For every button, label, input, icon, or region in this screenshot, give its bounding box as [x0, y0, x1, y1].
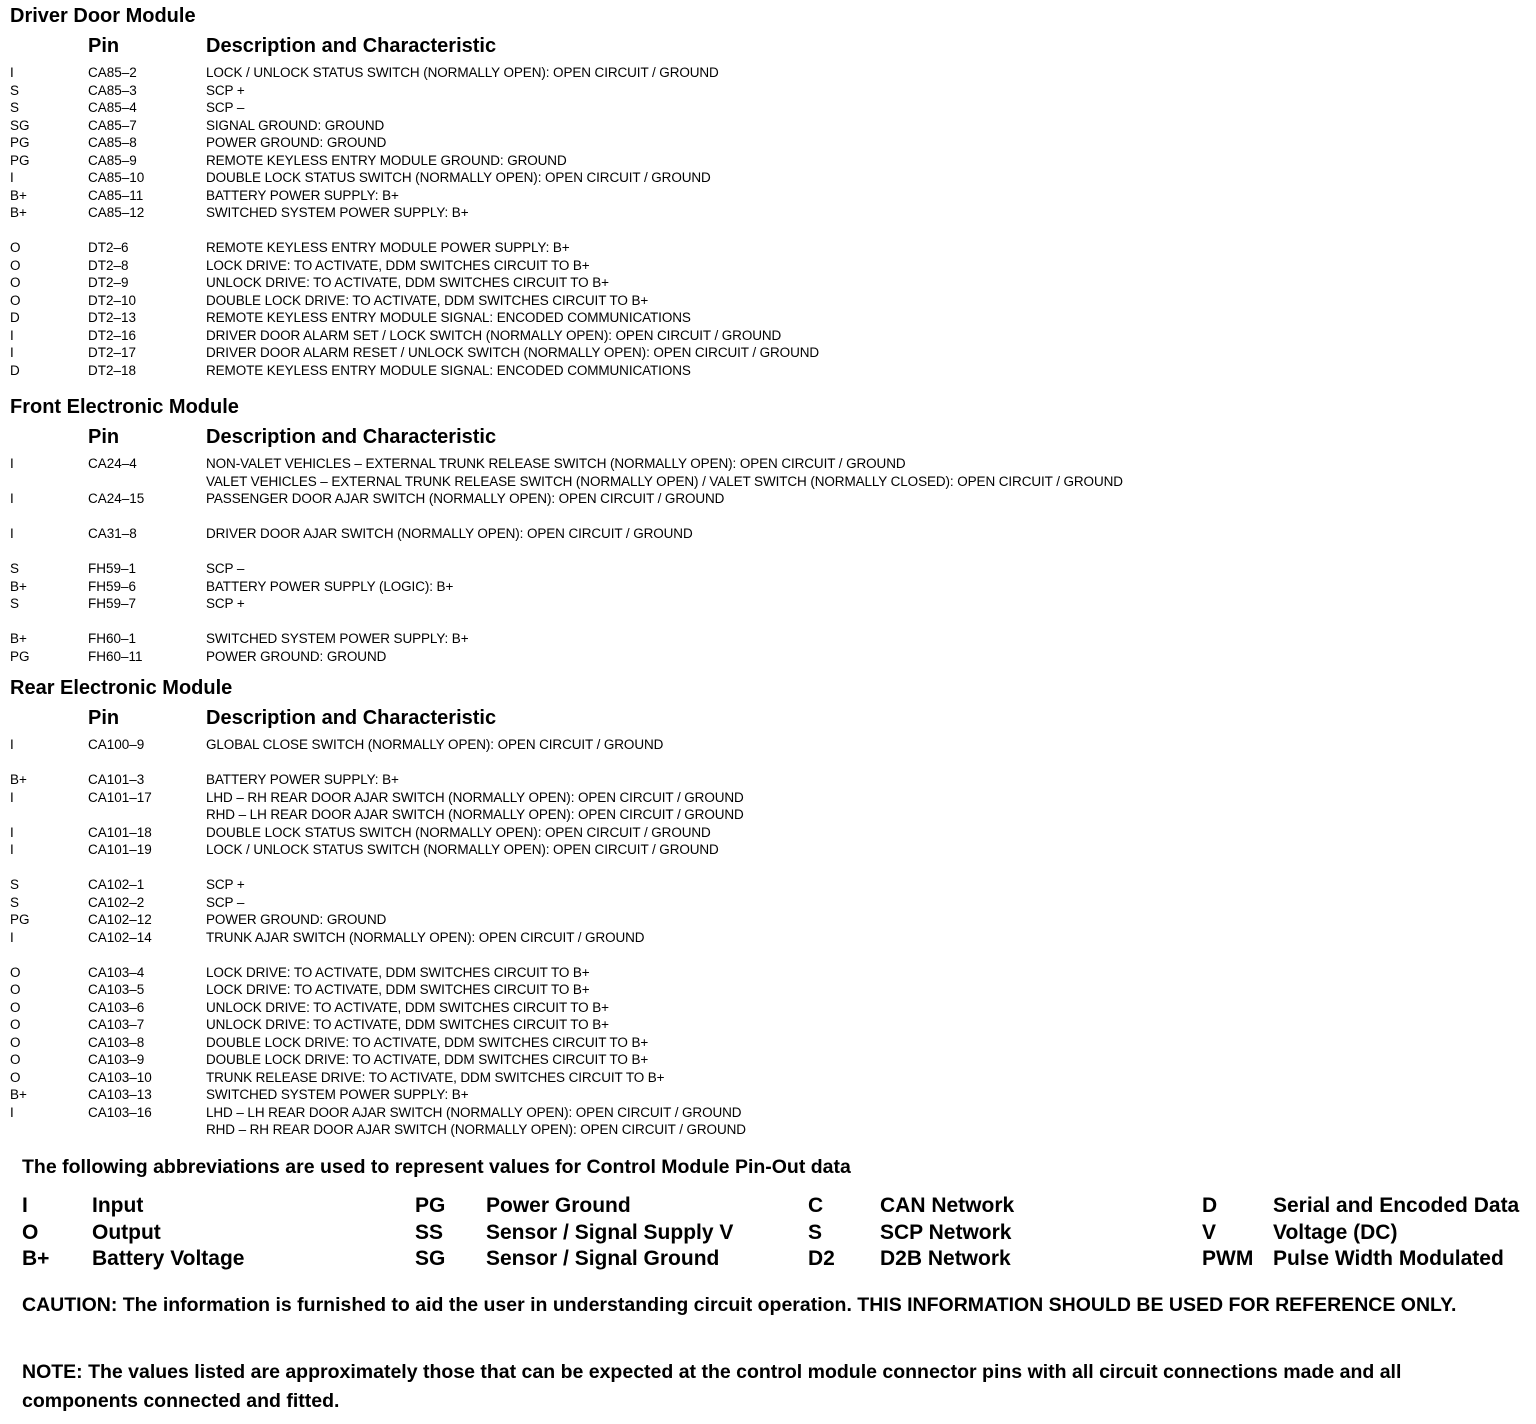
abbreviation-code: D	[1202, 1194, 1218, 1217]
pin-id: CA85–8	[88, 135, 137, 150]
pin-description: SCP –	[206, 894, 245, 910]
table-row	[0, 1016, 1536, 1034]
table-row	[0, 327, 1536, 345]
pin-id: CA101–17	[88, 789, 152, 805]
table-row	[0, 362, 1536, 380]
pin-type: S	[10, 100, 20, 115]
abbreviation-meaning: Battery Voltage	[92, 1247, 245, 1270]
pin-description: UNLOCK DRIVE: TO ACTIVATE, DDM SWITCHES CIRCUIT TO B+	[206, 999, 609, 1015]
pin-type: B+	[10, 578, 27, 594]
pin-column-header: Pin	[88, 35, 120, 57]
table-row	[0, 964, 1536, 982]
pin-column-header: Pin	[88, 707, 120, 729]
pin-type: S	[10, 877, 20, 892]
table-row	[0, 630, 1536, 648]
table-row	[0, 274, 1536, 292]
pin-id: DT2–18	[88, 362, 137, 378]
pin-description: SCP +	[206, 596, 245, 611]
pin-id: DT2–10	[88, 292, 137, 308]
pin-id: CA103–10	[88, 1069, 152, 1085]
abbreviation-meaning: Pulse Width Modulated	[1273, 1247, 1504, 1270]
pin-type: I	[10, 456, 14, 471]
pin-type: D	[10, 310, 20, 325]
pin-table-rows	[0, 455, 1536, 665]
table-row	[0, 911, 1536, 929]
pin-type: S	[10, 596, 20, 611]
table-row	[0, 789, 1536, 807]
row-spacer	[0, 946, 1536, 964]
pin-type: O	[10, 257, 21, 273]
table-row	[0, 1051, 1536, 1069]
pin-description: PASSENGER DOOR AJAR SWITCH (NORMALLY OPEN): OPEN CIRCUIT / GROUND	[206, 491, 725, 506]
pin-id: FH60–1	[88, 631, 137, 646]
pin-id: FH59–7	[88, 596, 137, 611]
pin-description: SCP +	[206, 877, 245, 892]
pin-id: CA31–8	[88, 526, 137, 541]
pin-type: I	[10, 345, 14, 360]
pin-description: LOCK / UNLOCK STATUS SWITCH (NORMALLY OPEN): OPEN CIRCUIT / GROUND	[206, 842, 719, 857]
abbreviation-code: O	[22, 1220, 39, 1244]
pin-type: I	[10, 842, 14, 857]
pin-description: REMOTE KEYLESS ENTRY MODULE GROUND: GROUND	[206, 152, 567, 168]
pin-id: DT2–9	[88, 275, 129, 290]
pin-description: LOCK DRIVE: TO ACTIVATE, DDM SWITCHES CIRCUIT TO B+	[206, 964, 590, 980]
abbreviation-meaning: Sensor / Signal Ground	[486, 1247, 720, 1270]
table-row	[0, 560, 1536, 578]
table-row	[0, 1121, 1536, 1139]
pin-type: O	[10, 1052, 21, 1067]
pin-id: CA103–4	[88, 964, 145, 980]
pin-type: I	[10, 526, 14, 541]
abbreviation-code: SG	[415, 1247, 446, 1270]
table-row	[0, 344, 1536, 362]
pin-type: D	[10, 362, 20, 378]
abbreviation-meaning: Sensor / Signal Supply V	[486, 1220, 734, 1244]
pin-id: CA103–16	[88, 1104, 152, 1120]
pin-description: LHD – RH REAR DOOR AJAR SWITCH (NORMALLY OPEN): OPEN CIRCUIT / GROUND	[206, 789, 744, 805]
table-row	[0, 841, 1536, 859]
pin-id: CA85–2	[88, 65, 137, 80]
pin-id: DT2–13	[88, 310, 137, 325]
pin-description: DOUBLE LOCK DRIVE: TO ACTIVATE, DDM SWITCHES CIRCUIT TO B+	[206, 292, 649, 308]
abbreviation-code: D2	[808, 1247, 835, 1270]
table-row	[0, 117, 1536, 135]
pin-id: CA85–11	[88, 187, 144, 203]
pin-id: CA101–19	[88, 842, 152, 857]
pin-description: LOCK DRIVE: TO ACTIVATE, DDM SWITCHES CIRCUIT TO B+	[206, 257, 590, 273]
table-row	[0, 578, 1536, 596]
table-row	[0, 455, 1536, 473]
pin-id: CA85–12	[88, 205, 145, 220]
pin-type: O	[10, 964, 21, 980]
pin-description: LHD – LH REAR DOOR AJAR SWITCH (NORMALLY OPEN): OPEN CIRCUIT / GROUND	[206, 1104, 742, 1120]
pin-id: DT2–17	[88, 345, 137, 360]
pin-id: CA24–15	[88, 491, 145, 506]
caution-text: CAUTION: The information is furnished to aid the user in understanding circuit operation. THIS INFORMATION SHOULD BE USED FOR REFERENCE ONLY.	[22, 1294, 1457, 1316]
pin-type: S	[10, 561, 20, 576]
pin-id: CA24–4	[88, 456, 137, 471]
abbreviation-code: S	[808, 1220, 823, 1244]
table-row	[0, 187, 1536, 205]
abbreviation-code: I	[22, 1194, 28, 1217]
pin-id: CA85–10	[88, 170, 145, 185]
pin-description: DRIVER DOOR AJAR SWITCH (NORMALLY OPEN): OPEN CIRCUIT / GROUND	[206, 526, 693, 541]
pin-type: PG	[10, 152, 30, 168]
pin-description: DOUBLE LOCK STATUS SWITCH (NORMALLY OPEN): OPEN CIRCUIT / GROUND	[206, 824, 711, 840]
table-row	[0, 1104, 1536, 1122]
pin-type: I	[10, 491, 14, 506]
pin-type: I	[10, 789, 14, 805]
pin-description: SCP –	[206, 561, 245, 576]
pin-type: O	[10, 1034, 21, 1050]
pin-type: I	[10, 327, 14, 343]
pin-id: CA102–2	[88, 894, 145, 910]
table-row	[0, 876, 1536, 894]
pin-id: CA102–1	[88, 877, 145, 892]
table-row	[0, 169, 1536, 187]
note-text: NOTE: The values listed are approximately those that can be expected at the control module connector pins with all circuit connections made and all components connected and fitted.	[22, 1361, 1402, 1412]
table-row	[0, 894, 1536, 912]
table-row	[0, 595, 1536, 613]
pin-description: RHD – RH REAR DOOR AJAR SWITCH (NORMALLY OPEN): OPEN CIRCUIT / GROUND	[206, 1122, 746, 1137]
pin-type: I	[10, 929, 14, 945]
pin-id: CA103–6	[88, 999, 145, 1015]
abbreviation-meaning: SCP Network	[880, 1220, 1012, 1244]
pin-description: POWER GROUND: GROUND	[206, 648, 387, 664]
pin-id: CA85–7	[88, 117, 137, 133]
pin-type: S	[10, 894, 20, 910]
pin-description: DOUBLE LOCK DRIVE: TO ACTIVATE, DDM SWITCHES CIRCUIT TO B+	[206, 1052, 649, 1067]
table-row	[0, 824, 1536, 842]
pin-type: PG	[10, 648, 30, 664]
abbreviation-meaning: D2B Network	[880, 1247, 1011, 1270]
pin-description: TRUNK RELEASE DRIVE: TO ACTIVATE, DDM SWITCHES CIRCUIT TO B+	[206, 1069, 665, 1085]
pin-description: SWITCHED SYSTEM POWER SUPPLY: B+	[206, 1087, 469, 1102]
pin-type: I	[10, 737, 14, 752]
pin-description: LOCK / UNLOCK STATUS SWITCH (NORMALLY OPEN): OPEN CIRCUIT / GROUND	[206, 65, 719, 80]
pin-description: DOUBLE LOCK DRIVE: TO ACTIVATE, DDM SWITCHES CIRCUIT TO B+	[206, 1034, 649, 1050]
pin-id: CA103–9	[88, 1052, 145, 1067]
abbreviation-meaning: Output	[92, 1220, 161, 1244]
pin-id: DT2–6	[88, 240, 129, 255]
description-column-header: Description and Characteristic	[206, 35, 497, 57]
section-title: Front Electronic Module	[10, 396, 239, 418]
table-row	[0, 648, 1536, 666]
row-spacer	[0, 859, 1536, 877]
row-spacer	[0, 754, 1536, 772]
row-spacer	[0, 222, 1536, 240]
description-column-header: Description and Characteristic	[206, 707, 497, 729]
table-row	[0, 981, 1536, 999]
pin-type: SG	[10, 117, 30, 133]
pin-type: PG	[10, 135, 30, 150]
pin-id: CA85–4	[88, 100, 137, 115]
pin-table-rows	[0, 736, 1536, 1139]
pin-description: NON-VALET VEHICLES – EXTERNAL TRUNK RELEASE SWITCH (NORMALLY OPEN): OPEN CIRCUIT / GROUND	[206, 456, 906, 471]
pin-description: POWER GROUND: GROUND	[206, 912, 387, 927]
pin-type: O	[10, 1017, 21, 1032]
abbreviation-code: SS	[415, 1220, 444, 1244]
pin-description: BATTERY POWER SUPPLY (LOGIC): B+	[206, 578, 454, 594]
abbreviation-meaning: Power Ground	[486, 1194, 631, 1217]
pin-id: DT2–8	[88, 257, 129, 273]
section-title: Driver Door Module	[10, 5, 196, 27]
section-title: Rear Electronic Module	[10, 677, 233, 699]
pin-description: GLOBAL CLOSE SWITCH (NORMALLY OPEN): OPEN CIRCUIT / GROUND	[206, 737, 664, 752]
pin-description: SWITCHED SYSTEM POWER SUPPLY: B+	[206, 205, 469, 220]
abbreviation-code: B+	[22, 1247, 50, 1270]
abbreviation-code: PG	[415, 1194, 446, 1217]
pin-type: O	[10, 1069, 21, 1085]
pin-type: B+	[10, 205, 27, 220]
table-row	[0, 1034, 1536, 1052]
pin-type: O	[10, 292, 21, 308]
table-row	[0, 736, 1536, 754]
pin-description: UNLOCK DRIVE: TO ACTIVATE, DDM SWITCHES CIRCUIT TO B+	[206, 1017, 609, 1032]
pin-id: CA100–9	[88, 737, 145, 752]
pin-type: I	[10, 65, 14, 80]
pin-description: BATTERY POWER SUPPLY: B+	[206, 772, 399, 787]
pin-type: S	[10, 82, 20, 98]
table-row	[0, 152, 1536, 170]
table-row	[0, 1069, 1536, 1087]
pin-type: O	[10, 275, 21, 290]
pin-description: SCP +	[206, 82, 245, 98]
pin-id: FH59–1	[88, 561, 137, 576]
pin-id: CA102–12	[88, 912, 152, 927]
table-row	[0, 525, 1536, 543]
pin-id: CA102–14	[88, 929, 152, 945]
pin-description: DRIVER DOOR ALARM SET / LOCK SWITCH (NORMALLY OPEN): OPEN CIRCUIT / GROUND	[206, 327, 782, 343]
abbreviation-code: C	[808, 1194, 824, 1217]
table-row	[0, 82, 1536, 100]
pin-type: I	[10, 824, 14, 840]
pin-type: I	[10, 170, 14, 185]
pin-description: POWER GROUND: GROUND	[206, 135, 387, 150]
abbreviation-code: V	[1202, 1220, 1217, 1244]
pin-type: B+	[10, 631, 27, 646]
pin-description: VALET VEHICLES – EXTERNAL TRUNK RELEASE SWITCH (NORMALLY OPEN) / VALET SWITCH (NORMALLY CLOSED): OPEN CIRCUIT / GROUND	[206, 473, 1123, 489]
table-row	[0, 204, 1536, 222]
pin-id: CA103–13	[88, 1087, 152, 1102]
table-row	[0, 134, 1536, 152]
table-row	[0, 999, 1536, 1017]
pin-description: SWITCHED SYSTEM POWER SUPPLY: B+	[206, 631, 469, 646]
table-row	[0, 771, 1536, 789]
pin-id: CA101–3	[88, 772, 145, 787]
pin-description: SIGNAL GROUND: GROUND	[206, 117, 385, 133]
table-row	[0, 239, 1536, 257]
abbreviation-meaning: CAN Network	[880, 1194, 1015, 1217]
pin-id: FH59–6	[88, 578, 137, 594]
pin-id: CA85–3	[88, 82, 137, 98]
description-column-header: Description and Characteristic	[206, 426, 497, 448]
pin-id: DT2–16	[88, 327, 137, 343]
pin-description: RHD – LH REAR DOOR AJAR SWITCH (NORMALLY OPEN): OPEN CIRCUIT / GROUND	[206, 807, 744, 822]
row-spacer	[0, 508, 1536, 526]
table-row	[0, 99, 1536, 117]
table-row	[0, 64, 1536, 82]
abbreviations-intro: The following abbreviations are used to represent values for Control Module Pin-Out data	[22, 1156, 851, 1178]
pin-id: CA85–9	[88, 152, 137, 168]
table-row	[0, 473, 1536, 491]
pin-description: BATTERY POWER SUPPLY: B+	[206, 187, 399, 203]
abbreviation-meaning: Serial and Encoded Data	[1273, 1194, 1520, 1217]
pin-type: B+	[10, 187, 27, 203]
row-spacer	[0, 543, 1536, 561]
abbreviation-meaning: Voltage (DC)	[1273, 1220, 1398, 1244]
pin-description: TRUNK AJAR SWITCH (NORMALLY OPEN): OPEN CIRCUIT / GROUND	[206, 929, 645, 945]
pin-type: O	[10, 982, 21, 997]
pin-type: O	[10, 240, 21, 255]
pin-id: CA103–8	[88, 1034, 145, 1050]
pin-description: DRIVER DOOR ALARM RESET / UNLOCK SWITCH (NORMALLY OPEN): OPEN CIRCUIT / GROUND	[206, 345, 820, 360]
row-spacer	[0, 613, 1536, 631]
table-row	[0, 257, 1536, 275]
pin-id: FH60–11	[88, 648, 143, 664]
pin-description: SCP –	[206, 100, 245, 115]
pin-description: UNLOCK DRIVE: TO ACTIVATE, DDM SWITCHES CIRCUIT TO B+	[206, 275, 609, 290]
pin-type: I	[10, 1104, 14, 1120]
table-row	[0, 806, 1536, 824]
pin-column-header: Pin	[88, 426, 120, 448]
pin-type: PG	[10, 912, 30, 927]
table-row	[0, 309, 1536, 327]
table-row	[0, 292, 1536, 310]
pin-description: REMOTE KEYLESS ENTRY MODULE POWER SUPPLY: B+	[206, 240, 570, 255]
table-row	[0, 1086, 1536, 1104]
abbreviation-meaning: Input	[92, 1194, 144, 1217]
pin-type: B+	[10, 772, 27, 787]
pin-description: DOUBLE LOCK STATUS SWITCH (NORMALLY OPEN): OPEN CIRCUIT / GROUND	[206, 170, 711, 185]
pin-id: CA103–7	[88, 1017, 145, 1032]
pin-description: REMOTE KEYLESS ENTRY MODULE SIGNAL: ENCODED COMMUNICATIONS	[206, 310, 691, 325]
pin-type: B+	[10, 1087, 27, 1102]
pin-description: REMOTE KEYLESS ENTRY MODULE SIGNAL: ENCODED COMMUNICATIONS	[206, 362, 691, 378]
pin-id: CA101–18	[88, 824, 152, 840]
pin-table-rows	[0, 64, 1536, 379]
pin-description: LOCK DRIVE: TO ACTIVATE, DDM SWITCHES CIRCUIT TO B+	[206, 982, 590, 997]
pin-id: CA103–5	[88, 982, 145, 997]
abbreviation-code: PWM	[1202, 1247, 1254, 1270]
table-row	[0, 929, 1536, 947]
pin-type: O	[10, 999, 21, 1015]
table-row	[0, 490, 1536, 508]
